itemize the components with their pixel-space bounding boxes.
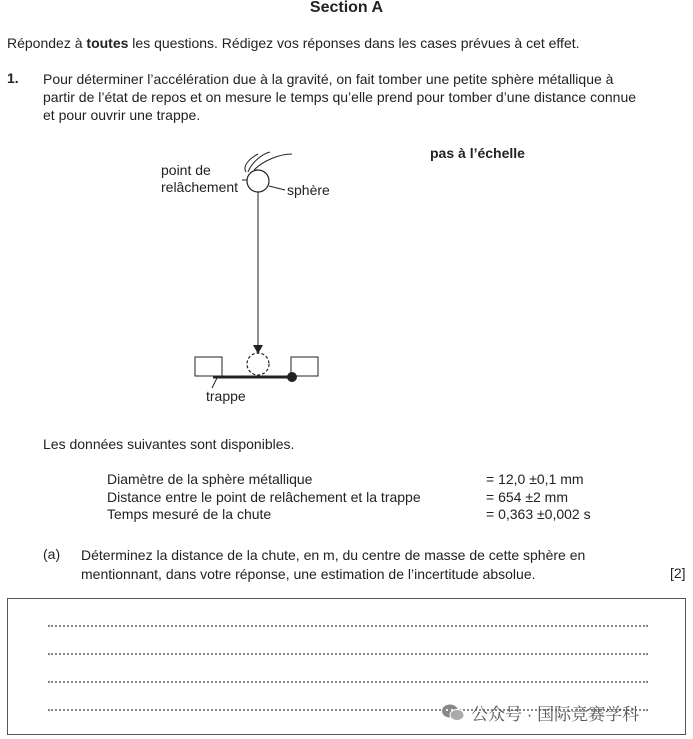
data-value: = 654 ±2 mm [486,488,568,505]
sphere-initial [247,170,269,192]
data-label: Temps mesuré de la chute [107,506,272,522]
data-value: = 12,0 ±0,1 mm [486,471,584,487]
data-value: = 0,363 ±0,002 s [486,506,591,522]
data-label: Distance entre le point de relâchement et la trappe [107,488,421,505]
wechat-icon [441,703,465,723]
support-left [195,357,222,376]
answer-line[interactable] [48,625,648,627]
label-release-line2: relâchement [161,179,239,195]
sphere-final-dashed [247,353,269,375]
trapdoor-hinge [287,372,297,382]
instructions-bold: toutes [86,35,129,51]
sphere-label-leader [269,186,285,190]
question-text: Pour déterminer l’accélération due à la gravité, on fait tomber une petite sphère métallique à partir de l’état de repos et on mesure le temps qu’elle prend pour tomber d’une distance connue et pour ouvrir une trappe. [43,71,637,123]
question-number: 1. [7,70,19,86]
apparatus-diagram [150,140,350,410]
trapdoor-label-leader [212,378,217,388]
instructions-after: les questions. Rédigez vos réponses dans les cases prévues à cet effet. [128,35,580,51]
data-intro: Les données suivantes sont disponibles. [43,436,295,452]
watermark [441,700,639,725]
section-title: Section A [309,0,384,16]
answer-line[interactable] [48,653,648,655]
subquestion-text: Déterminez la distance de la chute, en m, du centre de masse de cette sphère en mentionnant, dans votre réponse, une estimation de l’incertitude absolue. [81,547,586,582]
data-label: Diamètre de la sphère métallique [107,471,313,487]
watermark-text: 公众号 · 国际竞赛学科 [471,705,640,724]
marks-indicator: [2] [670,565,686,581]
label-sphere: sphère [287,182,330,198]
scale-note: pas à l’échelle [430,145,525,161]
answer-line[interactable] [48,681,648,683]
instructions [7,35,580,51]
release-mechanism-wire [245,152,292,172]
label-trapdoor: trappe [206,388,246,404]
instructions-before: Répondez à [7,35,87,51]
subquestion-label: (a) [43,546,61,562]
label-release-line1: point de [161,162,211,178]
